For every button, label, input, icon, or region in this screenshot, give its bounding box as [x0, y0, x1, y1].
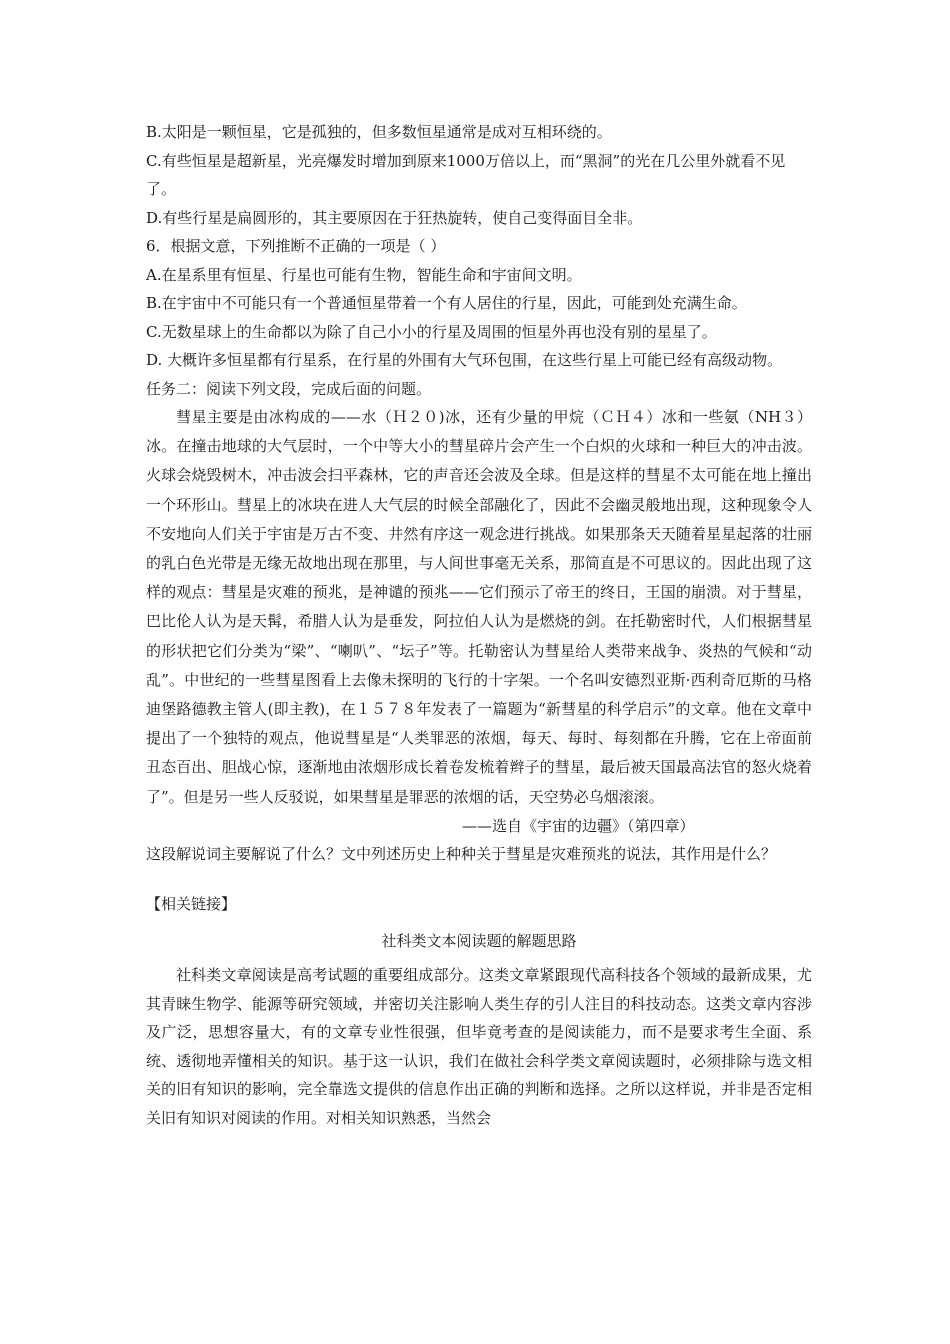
related-links-heading: 【相关链接】 [146, 895, 237, 914]
q6-option-b: B.在宇宙中不可能只有一个普通恒星带着一个有人居住的行星，因此，可能到处充满生命。 [146, 294, 747, 312]
comet-passage: 彗星主要是由冰构成的——水（Ｈ２０)冰，还有少量的甲烷（ＣＨ４）冰和一些氨（NH３）冰。在撞击地球的大气层时，一个中等大小的彗星碎片会产生一个白炽的火球和一种巨大的冲击波。火球会烧毁树木，冲击波会扫平森林，它的声音还会波及全球。但是这样的彗星不太可能在地上撞出一个环形山。彗星上的冰块在进人大气层的时候全部融化了，因此不会幽灵般地出现，这种现象令人不安地向人们关于宇宙是万古不变、井然有序这一观念进行挑战。如果那条天天随着星星起落的壮丽的乳白色光带是无缘无故地出现在那里，与人间世事毫无关系，那简直是不可思议的。因此出现了这样的观点：彗星是灾难的预兆，是神谴的预兆——它们预示了帝王的终日，王国的崩溃。对于彗星，巴比伦人认为是天髯，希腊人认为是垂发，阿拉伯人认为是燃烧的剑。在托勒密时代，人们根据彗星的形状把它们分类为“梁”、“喇叭”、“坛子”等。托勒密认为彗星给人类带来战争、炎热的气候和“动乱”。中世纪的一些彗星图看上去像未探明的飞行的十字架。一个名叫安德烈亚斯·西利奇厄斯的马格迪堡路德教主管人(即主教)，在１５７８年发表了一篇题为“新彗星的科学启示”的文章。他在文章中提出了一个独特的观点，他说彗星是“人类罪恶的浓烟，每天、每时、每刻都在升腾，它在上帝面前丑态百出、胆战心惊，逐渐地由浓烟形成长着卷发梳着辫子的彗星，最后被天国最高法官的怒火烧着了”。但是另一些人反驳说，如果彗星是罪恶的浓烟的话，天空势必乌烟滚滚。 [146, 408, 812, 806]
q6-option-a: A.在星系里有恒星、行星也可能有生物，智能生命和宇宙间文明。 [146, 265, 582, 284]
spacer [146, 919, 812, 927]
option-c-supernova: C.有些恒星是超新星，光亮爆发时增加到原来1000万倍以上，而“黑洞”的光在几公里外就看不见了。 [146, 151, 786, 198]
section-body: 社科类文章阅读是高考试题的重要组成部分。这类文章紧跟现代高科技各个领域的最新成果，尤其青睐生物学、能源等研究领域，并密切关注影响人类生存的引人注目的科技动态。这类文章内容涉及广泛，思想容量大，有的文章专业性很强，但毕竟考查的是阅读能力，而不是要求考生全面、系统、透彻地弄懂相关的知识。基于这一认识，我们在做社会科学类文章阅读题时，必须排除与选文相关的旧有知识的影响，完全靠选文提供的信息作出正确的判断和选择。之所以这样说，并非是否定相关旧有知识对阅读的作用。对相关知识熟悉，当然会 [146, 966, 812, 1127]
task-two-heading: 任务二：阅读下列文段，完成后面的问题。 [146, 379, 432, 398]
option-d-planet: D.有些行星是扁圆形的，其主要原因在于狂热旋转，使自己变得面目全非。 [146, 208, 643, 227]
task-two-question: 这段解说词主要解说了什么？文中列述历史上种种关于彗星是灾难预兆的说法，其作用是什么？ [146, 844, 777, 863]
passage-source: ——选自《宇宙的边疆》（第四章） [462, 816, 695, 835]
section-title: 社科类文本阅读题的解题思路 [381, 931, 577, 950]
document-page [146, 118, 812, 1132]
spacer [146, 868, 812, 890]
q6-option-c: C.无数星球上的生命都以为除了自己小小的行星及周围的恒星外再也没有别的星星了。 [146, 322, 717, 341]
question-6: 6．根据文意，下列推断不正确的一项是（ ） [146, 237, 446, 255]
q6-option-d: D. 大概许多恒星都有行星系，在行星的外围有大气环包围，在这些行星上可能已经有高级动物。 [146, 351, 783, 369]
option-b-sun: B.太阳是一颗恒星，它是孤独的，但多数恒星通常是成对互相环绕的。 [146, 123, 612, 141]
